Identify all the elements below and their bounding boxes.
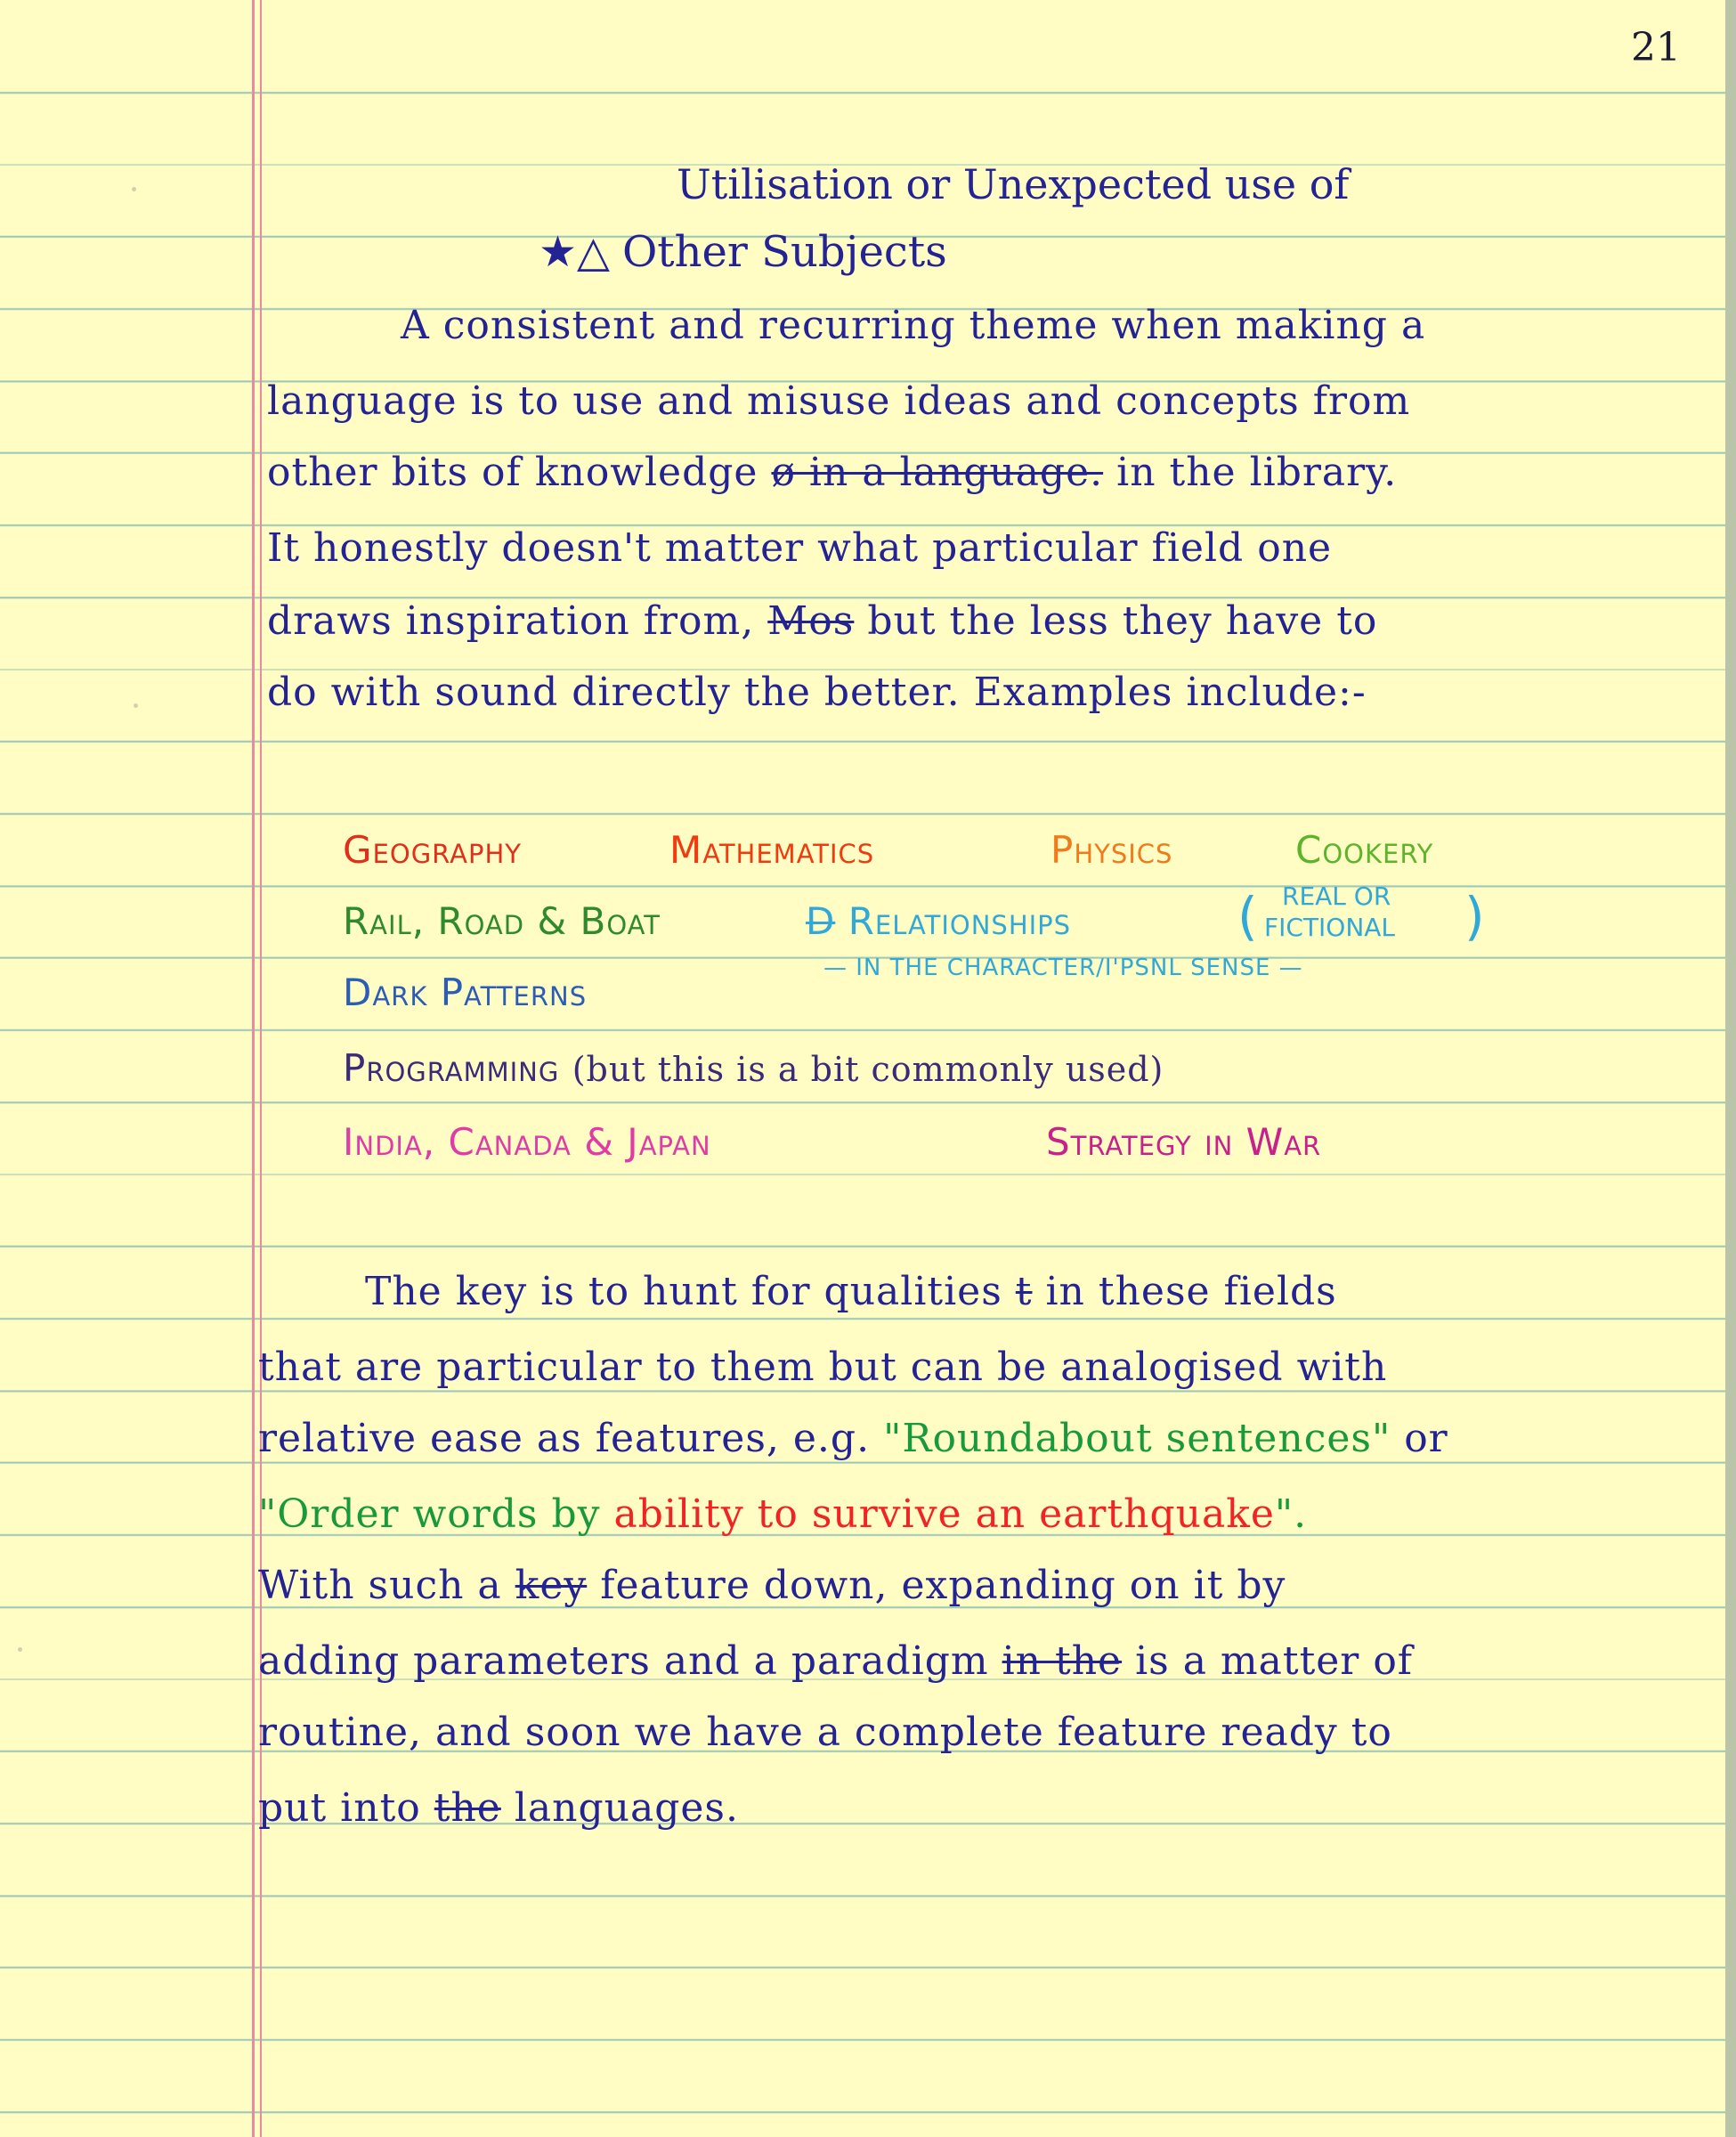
paper-speck bbox=[134, 703, 138, 708]
subject-rail-road-boat: Rail, Road & Boat bbox=[343, 899, 661, 943]
intro-line-3 bbox=[267, 450, 1397, 495]
intro-line-4: It honestly doesn't matter what particular field one bbox=[267, 525, 1333, 571]
subject-strategy-in-war: Strategy in War bbox=[1046, 1120, 1322, 1164]
page-number: 21 bbox=[1631, 25, 1681, 70]
body-line-6 bbox=[258, 1638, 1413, 1684]
subject-programming bbox=[343, 1046, 1164, 1090]
intro-line-2: language is to use and misuse ideas and concepts from bbox=[267, 378, 1411, 424]
title-line-2 bbox=[539, 227, 947, 277]
body-line-7: routine, and soon we have a complete feature ready to bbox=[258, 1710, 1392, 1755]
text-span: adding parameters and a paradigm bbox=[258, 1638, 989, 1684]
paper-speck bbox=[132, 187, 136, 191]
title-line-1: Utilisation or Unexpected use of bbox=[677, 160, 1350, 208]
earthquake-phrase: ability to survive an earthquake bbox=[613, 1491, 1275, 1537]
struck-text: the bbox=[434, 1785, 501, 1831]
text-span: in these fields bbox=[1045, 1269, 1337, 1314]
subject-relationships bbox=[806, 899, 1071, 943]
relationships-note-line-2: FICTIONAL bbox=[1264, 913, 1396, 942]
struck-text: key bbox=[515, 1563, 588, 1608]
text-span: but the less they have to bbox=[867, 598, 1378, 644]
intro-line-1: A consistent and recurring theme when making a bbox=[401, 303, 1426, 348]
body-line-1 bbox=[365, 1269, 1337, 1314]
text-span: relative ease as features, e.g. bbox=[258, 1416, 871, 1461]
subject-india-canada-japan: India, Canada & Japan bbox=[343, 1120, 711, 1164]
body-line-2: that are particular to them but can be analogised with bbox=[258, 1345, 1388, 1390]
order-words-example: "Order words by bbox=[258, 1491, 601, 1537]
body-line-5 bbox=[258, 1563, 1286, 1608]
page-edge bbox=[1725, 0, 1736, 2137]
struck-text: t bbox=[1015, 1269, 1033, 1314]
body-line-4 bbox=[258, 1491, 1307, 1537]
struck-text: ø in a language. bbox=[771, 450, 1104, 495]
struck-text: in the bbox=[1002, 1638, 1123, 1684]
star-triangle-icon: ★△ bbox=[539, 227, 610, 277]
text-span: feature down, expanding on it by bbox=[600, 1563, 1286, 1608]
roundabout-example: "Roundabout sentences" bbox=[883, 1416, 1391, 1461]
programming-note: (but this is a bit commonly used) bbox=[572, 1050, 1164, 1089]
text-span: draws inspiration from, bbox=[267, 598, 755, 644]
red-margin-line bbox=[252, 0, 255, 2137]
body-line-8 bbox=[258, 1785, 739, 1831]
subject-cookery: Cookery bbox=[1295, 828, 1434, 872]
title-text: Other Subjects bbox=[621, 227, 947, 277]
relationships-note-line-1: REAL OR bbox=[1282, 882, 1391, 911]
struck-text: D bbox=[806, 899, 836, 943]
text-span: ". bbox=[1274, 1491, 1308, 1537]
text-span: or bbox=[1404, 1416, 1448, 1461]
paper-speck bbox=[18, 1647, 22, 1652]
note-bracket-open: ( bbox=[1237, 886, 1258, 947]
text-span: is a matter of bbox=[1135, 1638, 1414, 1684]
subject-mathematics: Mathematics bbox=[669, 828, 875, 872]
text-span: Programming bbox=[343, 1046, 560, 1090]
text-span: languages. bbox=[514, 1785, 739, 1831]
text-span: other bits of knowledge bbox=[267, 450, 758, 495]
text-span: The key is to hunt for qualities bbox=[365, 1269, 1002, 1314]
text-span: put into bbox=[258, 1785, 421, 1831]
note-bracket-close: ) bbox=[1464, 886, 1485, 947]
text-span: With such a bbox=[258, 1563, 502, 1608]
intro-line-6: do with sound directly the better. Examples include:- bbox=[267, 670, 1367, 715]
subject-dark-patterns: Dark Patterns bbox=[343, 971, 588, 1014]
subject-physics: Physics bbox=[1051, 828, 1173, 872]
relationships-sense-note: — IN THE CHARACTER/I'PSNL SENSE — bbox=[823, 955, 1303, 981]
text-span: Relationships bbox=[848, 899, 1072, 943]
intro-line-5 bbox=[267, 598, 1377, 644]
text-span: in the library. bbox=[1116, 450, 1398, 495]
struck-text: Mos bbox=[767, 598, 855, 644]
body-line-3 bbox=[258, 1416, 1448, 1461]
subject-geography: Geography bbox=[343, 828, 522, 872]
